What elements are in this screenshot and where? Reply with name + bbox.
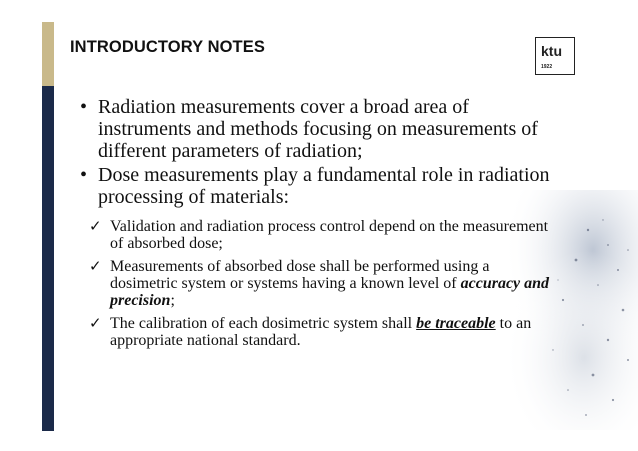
check-item (76, 258, 556, 309)
check-list (76, 218, 556, 349)
bullet-item (76, 96, 556, 162)
check-text: The calibration of each dosimetric system shall (110, 315, 417, 332)
slide-title: INTRODUCTORY NOTES (70, 38, 265, 56)
accent-bar-gold (42, 22, 54, 86)
checkmark-icon: ✓ (89, 314, 102, 332)
slide-content (76, 96, 556, 355)
check-text-end: to an appropriate national standard. (110, 315, 532, 349)
bullet-item (76, 164, 556, 208)
bullet-dot: • (80, 164, 88, 186)
bullet-text: Dose measurements play a fundamental role in radiation processing of materials: (98, 164, 550, 208)
check-text-end: ; (170, 292, 175, 309)
check-text: Validation and radiation process control depend on the measurement of absorbed dose; (110, 218, 549, 252)
bullet-dot: • (80, 96, 88, 118)
emphasis-text: accuracy and precision (110, 275, 550, 309)
ktu-logo (535, 37, 575, 75)
check-item (76, 315, 556, 349)
bullet-text: Radiation measurements cover a broad area of instruments and methods focusing on measurements of different parameters of radiation; (98, 96, 538, 162)
accent-bar-navy (42, 86, 54, 431)
check-text: Measurements of absorbed dose shall be performed using a dosimetric system or systems having a known level of (110, 258, 490, 292)
checkmark-icon: ✓ (89, 217, 102, 235)
emphasis-text: be traceable (416, 315, 496, 332)
logo-text: ktu (541, 43, 562, 59)
logo-year: 1922 (541, 64, 553, 70)
check-item (76, 218, 556, 252)
checkmark-icon: ✓ (89, 257, 102, 275)
